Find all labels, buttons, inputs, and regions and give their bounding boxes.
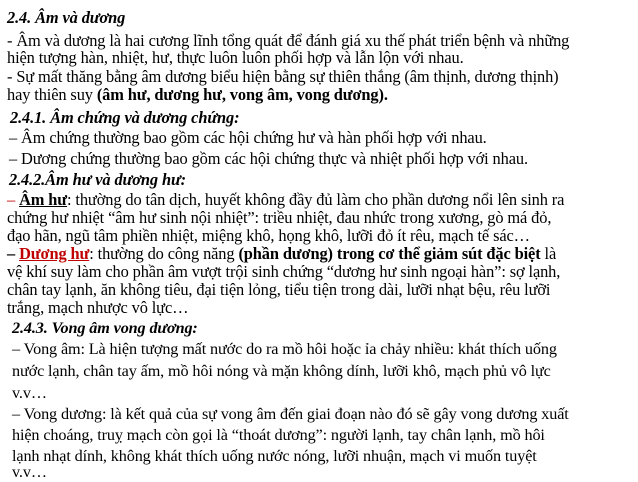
- paragraph-line: - Âm và dương là hai cương lĩnh tổng quát để đánh giá xu thế phát triển bệnh và những: [7, 31, 570, 50]
- term-duong-hu: Dương hư: [19, 244, 90, 263]
- heading-2-4-2: 2.4.2.Âm hư và dương hư:: [9, 170, 186, 189]
- paragraph-line: [7, 244, 638, 263]
- heading-2-4-1: 2.4.1. Âm chứng và dương chứng:: [10, 108, 240, 127]
- heading-2-4-3: 2.4.3. Vong âm vong dương:: [12, 319, 198, 337]
- paragraph-line: – Dương chứng thường bao gồm các hội chứng thực và nhiệt phối hợp với nhau.: [9, 149, 528, 168]
- paragraph-text: : thường do công năng: [89, 244, 239, 263]
- paragraph-line: v.v…: [12, 384, 47, 402]
- paragraph-line: chứng hư nhiệt “âm hư sinh nội nhiệt”: triều nhiệt, đau nhức trong xương, gò má đỏ,: [7, 208, 552, 227]
- paragraph-line: hiện choáng, truỵ mạch còn gọi là “thoát dương”: người lạnh, tay chân lạnh, mồ hôi: [12, 426, 545, 444]
- paragraph-line: đạo hãn, ngũ tâm phiền nhiệt, miệng khô, họng khô, lưỡi đỏ ít rêu, mạch tế sác…: [7, 226, 530, 245]
- paragraph-line: lạnh nhạt dính, không khát thích uống nước nóng, lưỡi nhuận, mạch vi muốn tuyệt: [12, 447, 537, 465]
- paragraph-line: chân tay lạnh, ăn không tiêu, đại tiện lỏng, tiểu tiện trong dài, lưỡi nhạt bệu, rêu lưỡi: [7, 280, 551, 299]
- term-am-hu: Âm hư: [19, 190, 68, 209]
- paragraph-line: vệ khí suy làm cho phần âm vượt trội sinh chứng “dương hư sinh ngoại hàn”: sợ lạnh,: [7, 262, 561, 281]
- red-dash: –: [7, 190, 16, 209]
- bold-text: (âm hư, dương hư, vong âm, vong dương).: [96, 85, 388, 104]
- paragraph-text: : thường do tân dịch, huyết không đầy đủ làm cho phần dương nổi lên sinh ra: [67, 190, 565, 209]
- paragraph-line: – Âm chứng thường bao gồm các hội chứng hư và hàn phối hợp với nhau.: [9, 128, 487, 147]
- bold-text: (phần dương) trong cơ thể giảm sút đặc biệt: [238, 244, 541, 263]
- paragraph-line: trắng, mạch nhược vô lực…: [7, 298, 189, 317]
- paragraph-line: – Vong âm: Là hiện tượng mất nước do ra mồ hôi hoặc ỉa chảy nhiều: khát thích uống: [12, 340, 557, 358]
- heading-2-4: 2.4. Âm và dương: [7, 8, 126, 27]
- paragraph-line: [7, 85, 638, 104]
- paragraph-line: - Sự mất thăng bằng âm dương biểu hiện bằng sự thiên thắng (âm thịnh, dương thịnh): [7, 67, 559, 86]
- paragraph-line: hiện tượng hàn, nhiệt, hư, thực luôn luôn phối hợp và lẫn lộn với nhau.: [7, 48, 464, 67]
- paragraph-text: là: [540, 244, 557, 263]
- paragraph-text: hay thiên suy: [7, 85, 97, 104]
- paragraph-line: nước lạnh, chân tay ấm, mồ hôi nóng và mặn không dính, lưỡi khô, mạch phủ vô lực: [12, 362, 551, 380]
- paragraph-line: – Vong dương: là kết quả của sự vong âm đến giai đoạn nào đó sẽ gây vong dương xuất: [12, 405, 569, 423]
- dash: –: [7, 244, 20, 263]
- paragraph-line: v.v…: [12, 463, 47, 481]
- paragraph-line: [7, 190, 638, 209]
